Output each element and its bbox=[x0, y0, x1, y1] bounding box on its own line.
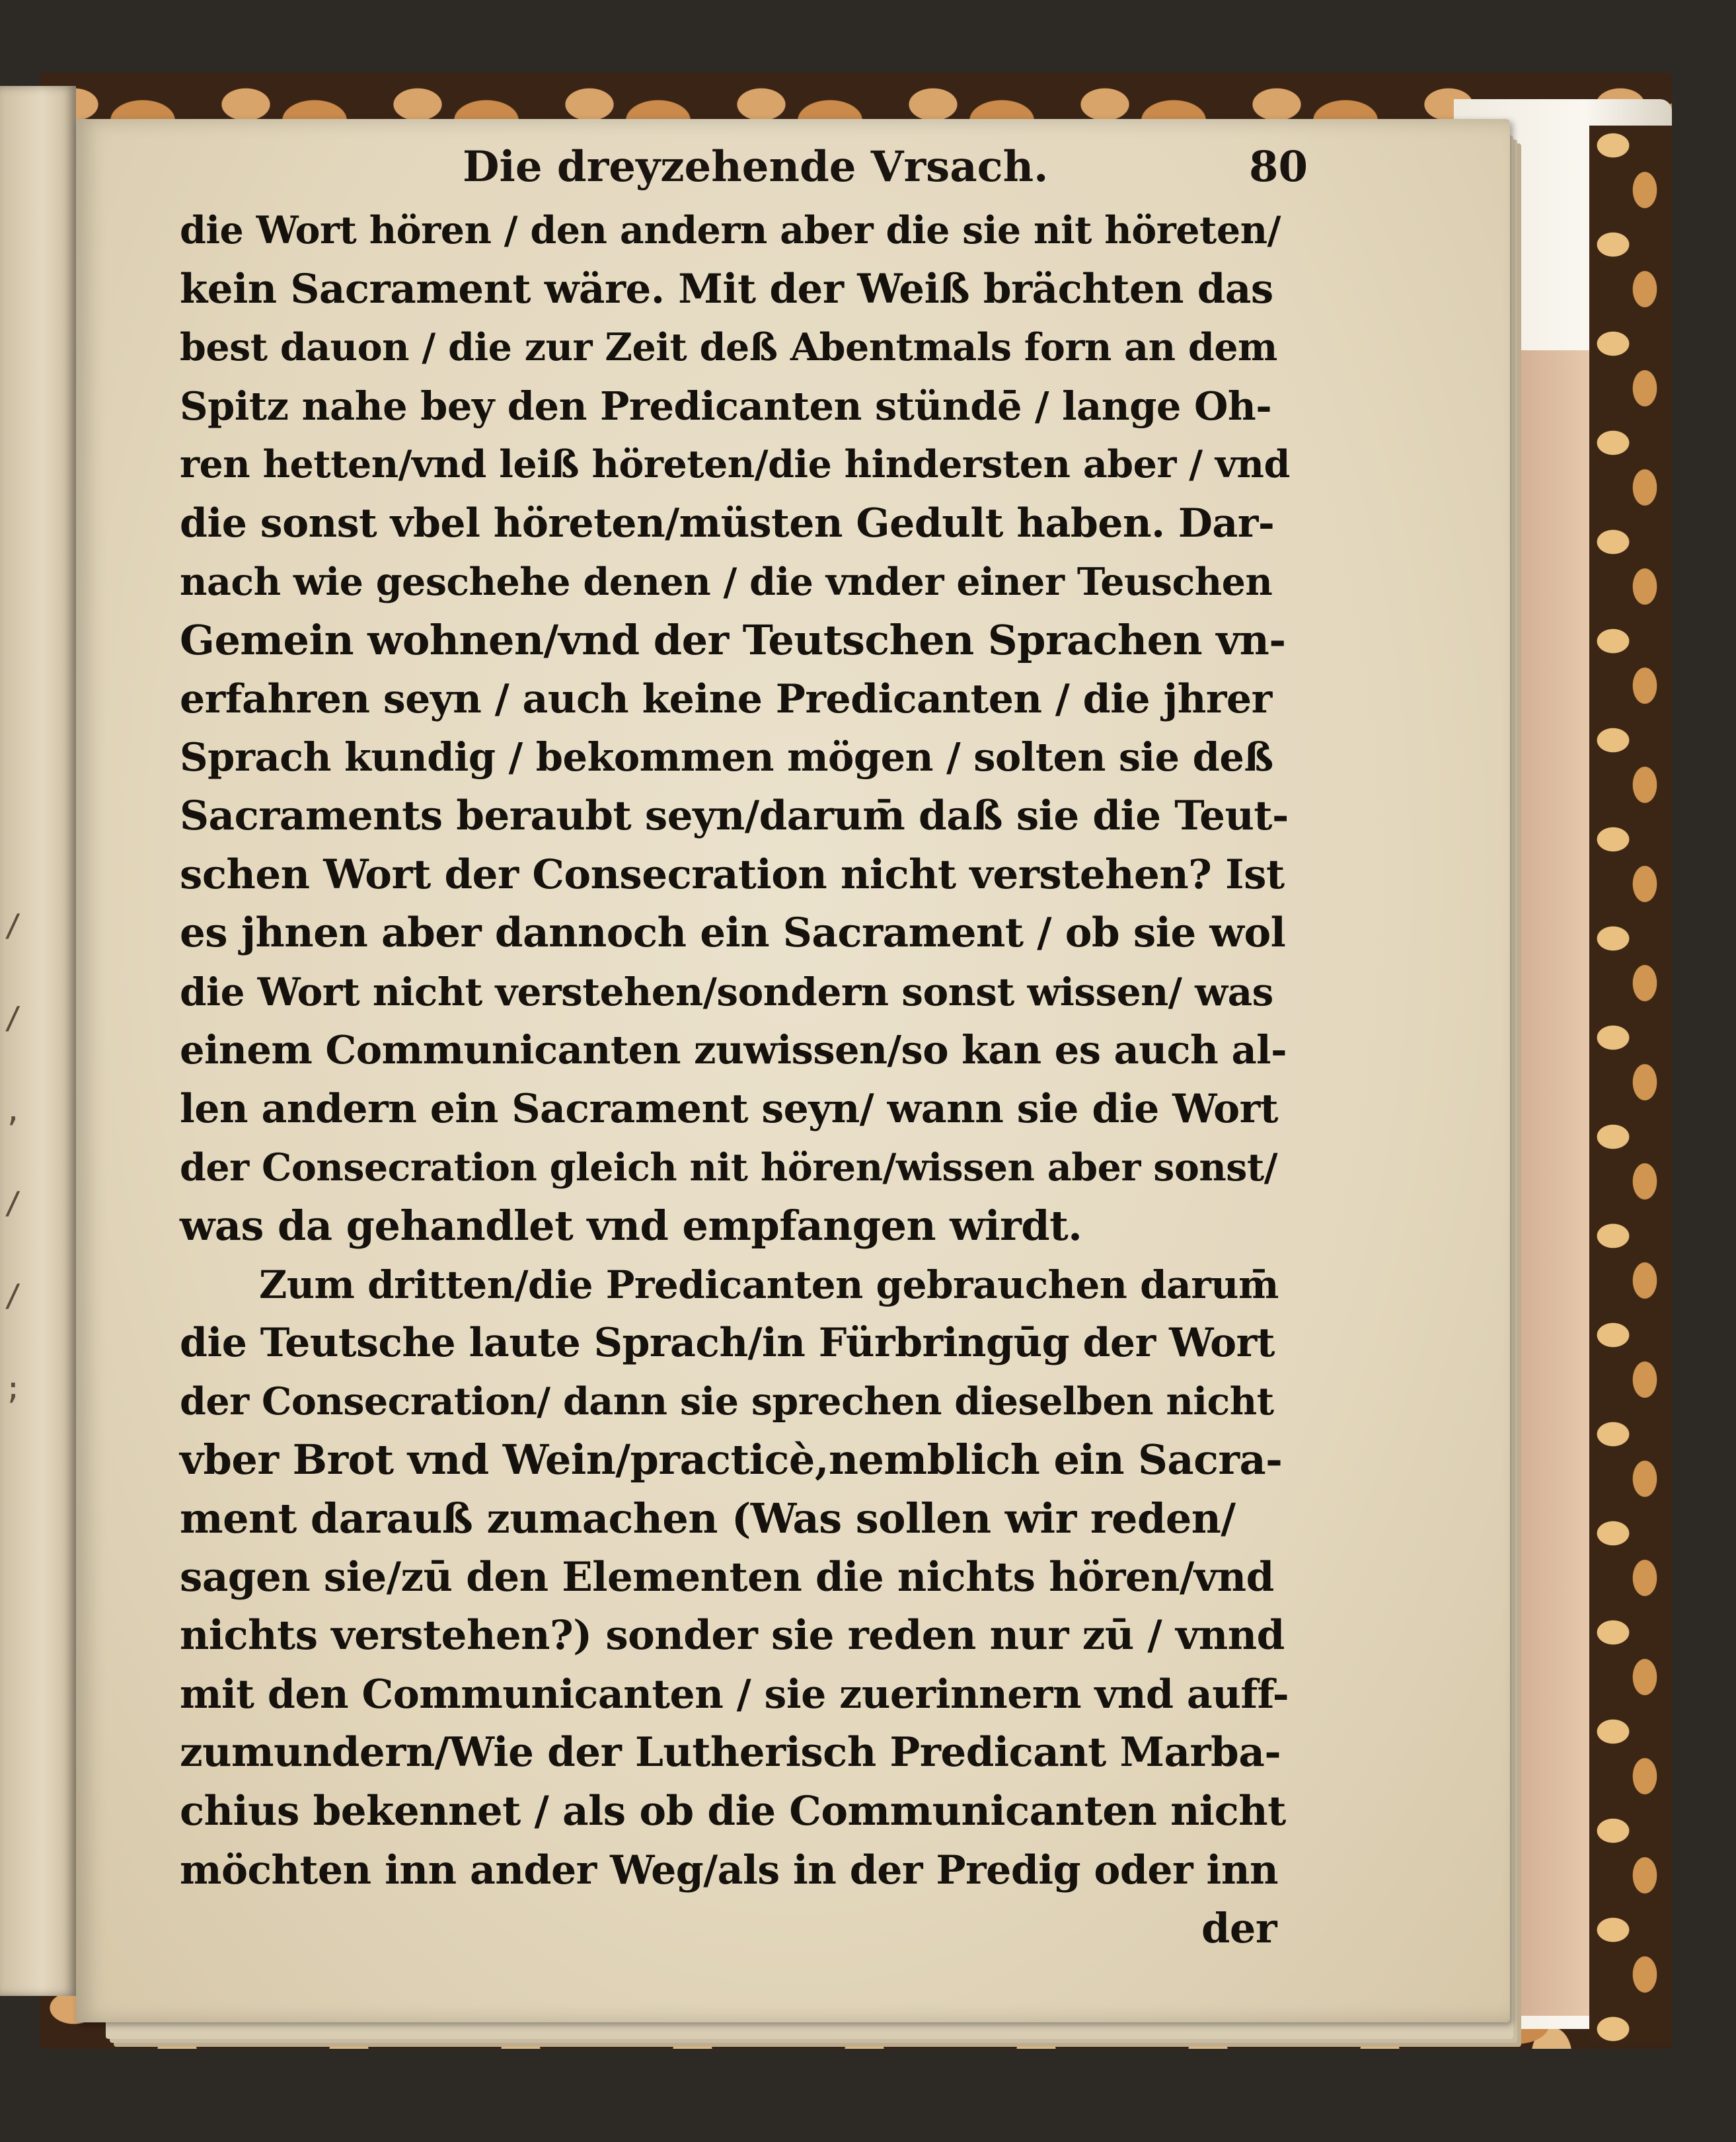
text-line: erfahren seyn / auch keine Predicanten / die jhrer bbox=[180, 675, 1272, 722]
text-line: die sonst vbel höreten/müsten Gedult haben. Dar- bbox=[180, 500, 1275, 547]
text-line: best dauon / die zur Zeit deß Abentmals forn an dem bbox=[180, 325, 1277, 370]
pink-endpaper-edge bbox=[1520, 350, 1589, 2016]
text-line: vber Brot vnd Wein/practicè,nemblich ein Sacra- bbox=[180, 1435, 1283, 1484]
text-line: sagen sie/zū den Elementen die nichts hören/vnd bbox=[180, 1553, 1274, 1601]
text-line: was da gehandlet vnd empfangen wirdt. bbox=[180, 1202, 1082, 1250]
text-line: es jhnen aber dannoch ein Sacrament / ob sie wol bbox=[180, 909, 1286, 957]
text-line: ment darauß zumachen (Was sollen wir reden/ bbox=[180, 1494, 1236, 1543]
text-line: chius bekennet / als ob die Communicanten nicht bbox=[180, 1788, 1286, 1835]
text-line: einem Communicanten zuwissen/so kan es auch al- bbox=[180, 1027, 1287, 1073]
page-header bbox=[463, 142, 1322, 195]
text-line: die Wort hören / den andern aber die sie nit höreten/ bbox=[180, 208, 1281, 252]
text-line: nach wie geschehe denen / die vnder einer Teuschen bbox=[180, 559, 1273, 604]
text-line: ren hetten/vnd leiß höreten/die hindersten aber / vnd bbox=[180, 442, 1290, 487]
text-line: die Teutsche laute Sprach/in Fürbringūg der Wort bbox=[180, 1320, 1275, 1367]
text-line: zumundern/Wie der Lutherisch Predicant Marba- bbox=[180, 1729, 1281, 1777]
text-line: Sacraments beraubt seyn/darum̄ daß sie die Teut- bbox=[180, 792, 1289, 839]
text-line: möchten inn ander Weg/als in der Predig oder inn bbox=[180, 1847, 1279, 1893]
left-page-bleed-marks: / / , / / ; bbox=[4, 907, 22, 1406]
catchword: der bbox=[1201, 1904, 1277, 1953]
running-title: Die dreyzehende Vrsach. bbox=[463, 142, 1049, 192]
page-number: 80 bbox=[1249, 142, 1308, 192]
text-line: die Wort nicht verstehen/sondern sonst wissen/ was bbox=[180, 969, 1273, 1014]
text-line: len andern ein Sacrament seyn/ wann sie die Wort bbox=[180, 1085, 1279, 1132]
text-line: Spitz nahe bey den Predicanten stündē / lange Oh- bbox=[180, 383, 1272, 429]
back-cover-edge bbox=[1589, 126, 1672, 2042]
paragraph-start-line: Zum dritten/die Predicanten gebrauchen darum̄ bbox=[259, 1262, 1279, 1307]
text-line: kein Sacrament wäre. Mit der Weiß brächten das bbox=[180, 265, 1273, 313]
text-line: der Consecration gleich nit hören/wissen aber sonst/ bbox=[180, 1145, 1278, 1190]
text-line: nichts verstehen?) sonder sie reden nur zū / vnnd bbox=[180, 1612, 1285, 1660]
body-text bbox=[180, 202, 1290, 1958]
text-line: Gemein wohnen/vnd der Teutschen Sprachen vn- bbox=[180, 616, 1286, 665]
text-line: Sprach kundig / bekommen mögen / solten sie deß bbox=[180, 734, 1273, 781]
text-line: der Consecration/ dann sie sprechen dieselben nicht bbox=[180, 1379, 1274, 1424]
text-line: mit den Communicanten / sie zuerinnern vnd auff- bbox=[180, 1671, 1289, 1718]
left-page-edge bbox=[0, 86, 76, 1996]
text-line: schen Wort der Consecration nicht verstehen? Ist bbox=[180, 851, 1285, 898]
